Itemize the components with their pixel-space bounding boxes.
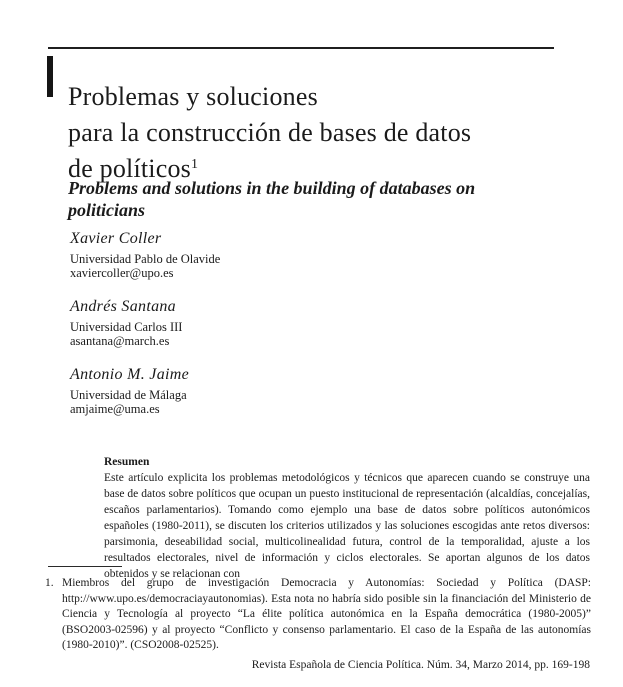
author-email: xaviercoller@upo.es: [70, 266, 174, 280]
title-line-2: para la construcción de bases de datos: [68, 118, 472, 148]
footnote-text: Miembros del grupo de investigación Democracia y Autonomías: Sociedad y Política (DASP: http://www.upo.es/democraciayautonomias). Esta nota no habría sido posible sin la financiación del Ministerio de Ciencia y Tecnología al proyecto “La élite política autonómica en la España democrática (1980-2005)” (BSO2003-02596) y al proyecto “Conflicto y consenso parlamentario. El caso de la España de las autonomías (1980-2010)”. (CSO2008-02525).: [62, 577, 591, 651]
title-accent-bar: [47, 56, 53, 97]
author-name: Xavier Coller: [70, 230, 162, 247]
journal-footer: Revista Española de Ciencia Política. Núm. 34, Marzo 2014, pp. 169-198: [251, 659, 590, 671]
footnote-marker: 1.: [45, 577, 54, 589]
author-email: amjaime@uma.es: [70, 402, 160, 416]
author-email: asantana@march.es: [70, 334, 170, 348]
title-line-3: de políticos: [68, 154, 191, 184]
author-affiliation: Universidad Pablo de Olavide: [70, 252, 221, 266]
page-title: [68, 79, 580, 187]
abstract-section: [104, 455, 590, 582]
footnote: [45, 576, 591, 654]
abstract-text: Este artículo explicita los problemas metodológicos y técnicos que aparecen cuando se construye una base de datos sobre políticos que ocupan un puesto institucional de representación (alcaldías, concejalías, escaños parlamentarios). Tomando como ejemplo una base de datos sobre políticos autonómicos españoles (1980-2011), se discuten los criterios utilizados y las soluciones escogidas ante retos diversos: parsimonia, deseabilidad social, multicolinealidad futura, control de la temporalidad, ajuste a los resultados electorales, nivel de información y ciclos electorales. Se aportan algunos de los datos obtenidos y se relacionan con: [104, 472, 590, 580]
author-block: [70, 297, 470, 348]
author-block: [70, 229, 470, 280]
authors-list: [70, 229, 470, 433]
author-name: Andrés Santana: [70, 298, 176, 315]
author-affiliation: Universidad de Málaga: [70, 388, 187, 402]
english-subtitle: Problems and solutions in the building of databases on politicians: [68, 178, 476, 220]
footnote-separator: [48, 566, 122, 567]
header-rule: [48, 47, 554, 49]
title-footnote-ref: 1: [191, 157, 199, 173]
author-name: Antonio M. Jaime: [70, 366, 189, 383]
author-block: [70, 365, 470, 416]
abstract-heading: Resumen: [104, 456, 150, 468]
title-line-1: Problemas y soluciones: [68, 82, 318, 112]
author-affiliation: Universidad Carlos III: [70, 320, 183, 334]
